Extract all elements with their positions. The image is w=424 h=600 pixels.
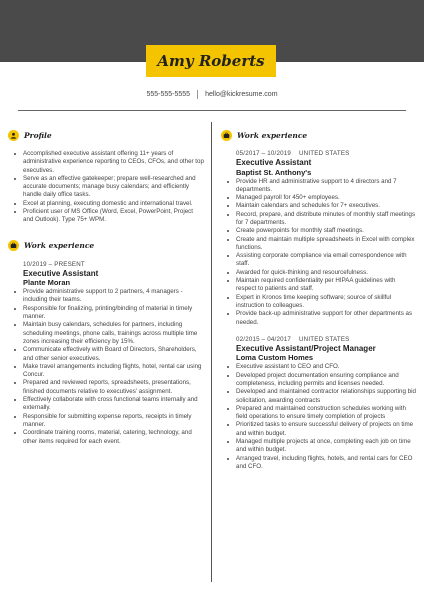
work-heading-right [221, 128, 417, 142]
contact-divider [197, 90, 198, 99]
profile-item: Proficient user of MS Office (Word, Excel, PowerPoint, Project and Outlook). Type 75+ WPM. [8, 208, 204, 225]
job-duty-item: Executive assistant to CEO and CFO. [221, 363, 417, 371]
job-duty-item: Responsible for submitting expense reports, receipts in timely manner. [8, 413, 204, 430]
job-duty-item: Prioritized tasks to ensure successful delivery of projects on time and within budget. [221, 421, 417, 438]
profile-icon [8, 130, 19, 141]
job-duty-item: Responsible for finalizing, printing/binding of material in timely manner. [8, 305, 204, 322]
profile-item: Accomplished executive assistant offering 11+ years of administrative experience reporting to CEOs, CFOs, and other top executives. [8, 150, 204, 175]
job-duty-item: Make travel arrangements including flights, hotel, rental car using Concur. [8, 363, 204, 380]
job-duty-item: Maintain calendars and schedules for 7+ executives. [221, 202, 417, 210]
job-duty-item: Developed and maintained contractor relationships supporting bid solicitation, awarding contracts [221, 388, 417, 405]
job-duty-item: Create powerpoints for monthly staff meetings. [221, 227, 417, 235]
jobs-right [221, 150, 417, 471]
job-duty-item: Provide HR and administrative support to 4 directors and 7 departments. [221, 178, 417, 195]
job-dates: 05/2017 – 10/2019 [236, 150, 292, 157]
job-title: Executive Assistant/Project Manager [236, 343, 376, 353]
profile-list [8, 150, 204, 225]
phone-text: 555-555-5555 [146, 91, 191, 98]
job-duty-item: Assisting corporate compliance via email correspondence with staff. [221, 252, 417, 269]
job-duty-item: Provide administrative support to 2 partners, 4 managers - including their teams. [8, 288, 204, 305]
profile-heading [8, 128, 204, 142]
job-title: Executive Assistant [236, 158, 312, 167]
job-duty-item: Expert in Kronos time keeping software; source of skillful instruction to colleagues. [221, 294, 417, 311]
right-column [221, 128, 417, 471]
work-title-left: Work experience [24, 241, 95, 251]
email-link[interactable]: hello@kickresume.com [205, 91, 278, 98]
job-dates-location [221, 336, 417, 343]
job-duty-item: Managed payroll for 450+ employees. [221, 194, 417, 202]
profile-item: Excel at planning, executing domestic and international travel. [8, 200, 204, 208]
job-duty-item: Record, prepare, and distribute minutes of monthly staff meetings for 7 departments. [221, 211, 417, 228]
work-heading-left [8, 239, 204, 253]
job-duties [221, 178, 417, 327]
job-duty-item: Prepared and reviewed reports, spreadsheets, presentations, finished documents relative to executives' assignment. [8, 379, 204, 396]
candidate-name: Amy Roberts [157, 52, 265, 70]
profile-item: Serve as an effective gatekeeper; prepare well-researched and accurate documents; manage busy calendars; and efficiently handle daily office tasks. [8, 175, 204, 200]
job-title: Executive Assistant [23, 268, 99, 278]
job-location: UNITED STATES [299, 150, 350, 157]
job-duty-item: Awarded for quick-thinking and resourcefulness. [221, 269, 417, 277]
profile-title: Profile [24, 130, 52, 140]
column-divider [211, 122, 212, 582]
job-duty-item: Managed multiple projects at once, completing each job on time and within budget. [221, 438, 417, 455]
job-duty-item: Communicate effectively with Board of Directors, Shareholders, and other senior executives. [8, 346, 204, 363]
job-company: Baptist St. Anthony's [236, 167, 312, 177]
work-title-right: Work experience [237, 130, 308, 140]
job-company: Plante Moran [23, 278, 71, 288]
job-company: Loma Custom Homes [236, 353, 314, 363]
job-duties [221, 363, 417, 471]
briefcase-icon [221, 130, 232, 141]
job-duties [8, 288, 204, 446]
job-location: UNITED STATES [299, 335, 350, 343]
left-column [8, 128, 204, 446]
briefcase-icon [8, 240, 19, 251]
jobs-left [8, 261, 204, 446]
job-dates-location [8, 261, 204, 268]
job-duty-item: Maintain required confidentiality per HIPAA guidelines with respect to patients and staff. [221, 277, 417, 294]
job-duty-item: Coordinate training rooms, material, catering, technology, and other items required for each event. [8, 429, 204, 446]
job-duty-item: Developed project documentation ensuring compliance and completeness, including permits and licenses needed. [221, 372, 417, 389]
job-dates: 10/2019 – PRESENT [23, 260, 85, 268]
job-dates: 02/2015 – 04/2017 [236, 335, 292, 343]
job-duty-item: Maintain busy calendars, schedules for partners, including scheduling meetings, phone calls, trainings across multiple time zones increasing their efficiency by 15%. [8, 321, 204, 346]
job-duty-item: Arranged travel, including flights, hotels, and rental cars for CEO and CFO. [221, 455, 417, 472]
name-box [146, 45, 276, 77]
job-duty-item: Provide back-up administrative support for other departments as needed. [221, 310, 417, 327]
header-divider [18, 110, 406, 111]
job-duty-item: Effectively collaborate with cross functional teams internally and externally. [8, 396, 204, 413]
contact-line [0, 90, 424, 99]
job-dates-location [221, 150, 417, 157]
job-duty-item: Create and maintain multiple spreadsheets in Excel with complex functions. [221, 236, 417, 253]
job-duty-item: Prepared and maintained construction schedules working with field operations to ensure timely completion of projects [221, 405, 417, 422]
